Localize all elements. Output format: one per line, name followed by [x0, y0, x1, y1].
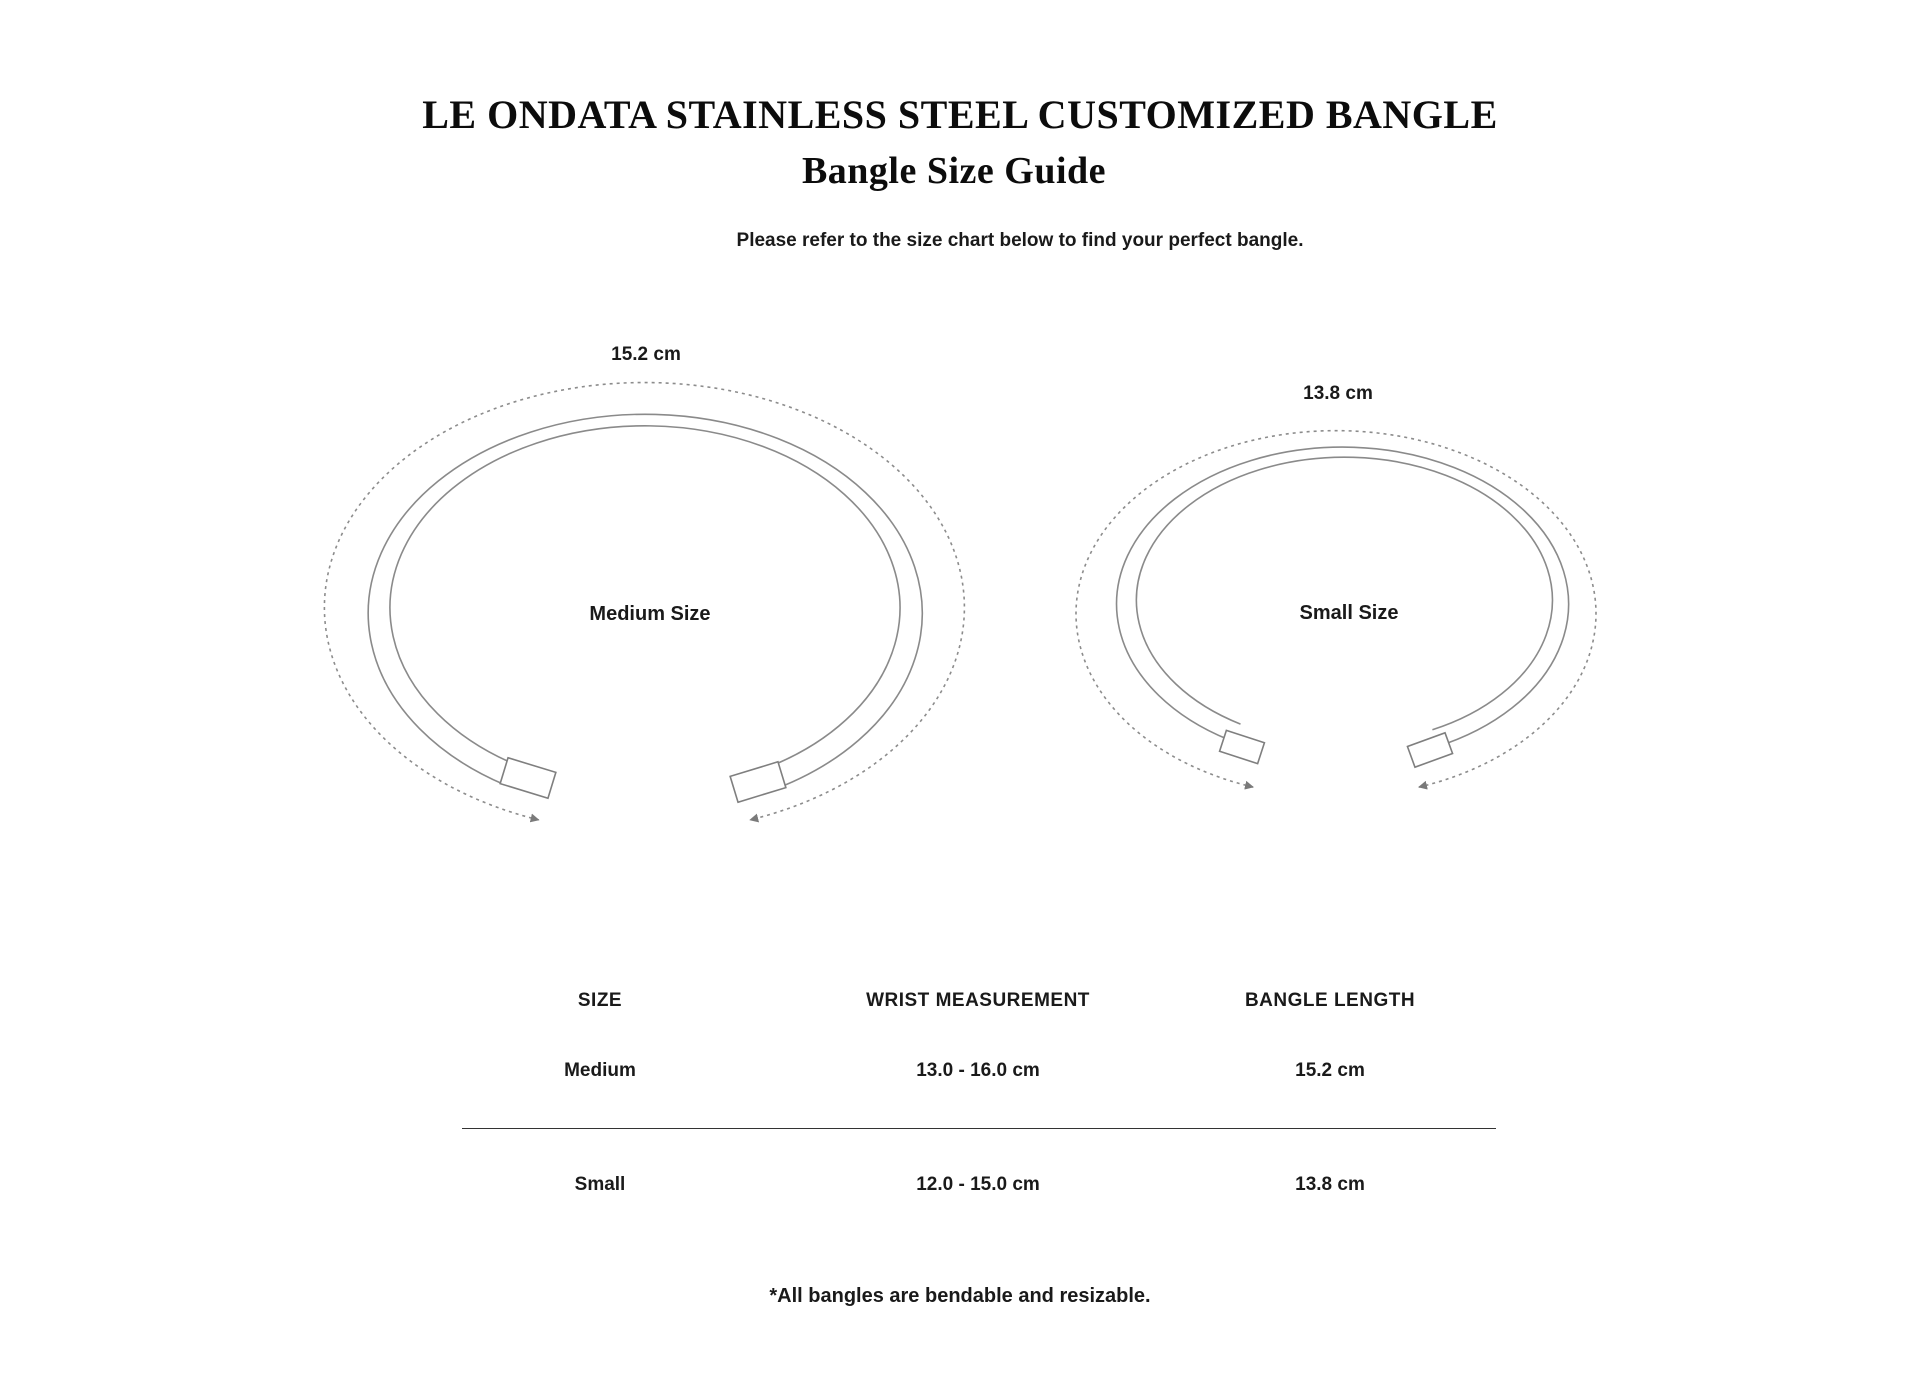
table-cell-wrist: 13.0 - 16.0 cm [916, 1060, 1040, 1081]
intro-text: Please refer to the size chart below to find your perfect bangle. [736, 230, 1304, 251]
table-cell-length: 15.2 cm [1295, 1060, 1365, 1081]
table-cell-size: Small [574, 1174, 626, 1195]
page-subtitle: Bangle Size Guide [801, 150, 1107, 192]
page-title: LE ONDATA STAINLESS STEEL CUSTOMIZED BANGLE [422, 92, 1498, 137]
table-header-wrist: WRIST MEASUREMENT [866, 990, 1090, 1011]
table-header-length: BANGLE LENGTH [1244, 990, 1416, 1011]
medium-size-label: Medium Size [589, 603, 711, 625]
table-cell-length: 13.8 cm [1295, 1174, 1365, 1195]
small-circumference-label: 13.8 cm [1303, 383, 1373, 404]
table-cell-size: Medium [564, 1060, 636, 1081]
medium-circumference-label: 15.2 cm [611, 344, 681, 365]
table-header-size: SIZE [577, 990, 623, 1011]
footnote: *All bangles are bendable and resizable. [769, 1285, 1151, 1307]
table-divider [462, 1128, 1496, 1129]
small-size-label: Small Size [1299, 602, 1399, 624]
table-cell-wrist: 12.0 - 15.0 cm [916, 1174, 1040, 1195]
